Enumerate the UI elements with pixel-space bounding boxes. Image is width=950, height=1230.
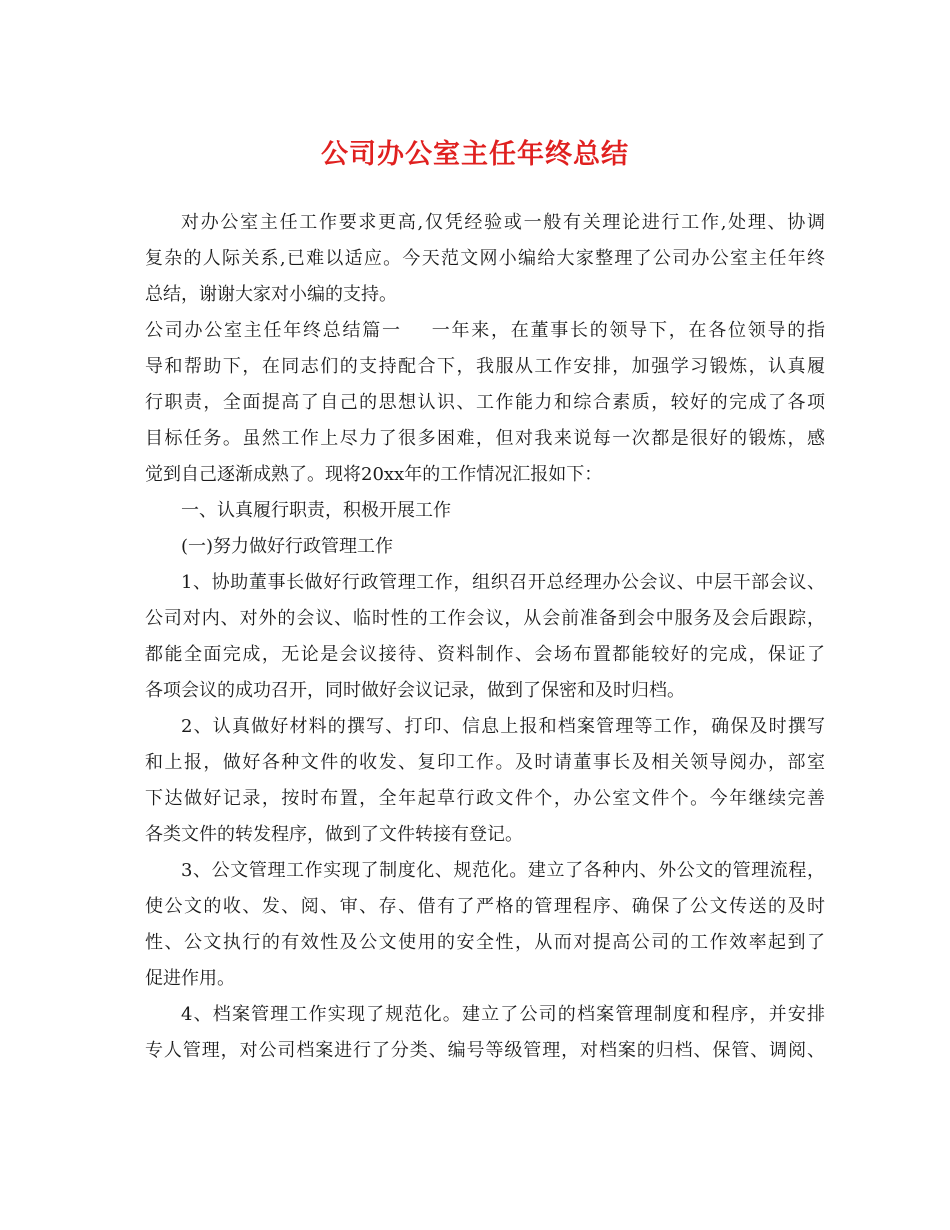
text-line: 目标任务。虽然工作上尽力了很多困难，但对我来说每一次都是很好的锻炼，感 xyxy=(145,428,825,449)
heading-line: 一、认真履行职责，积极开展工作 xyxy=(181,500,451,521)
text-line: 性、公文执行的有效性及公文使用的安全性，从而对提高公司的工作效率起到了 xyxy=(145,932,825,953)
text-line: 和上报，做好各种文件的收发、复印工作。及时请董事长及相关领导阅办，部室 xyxy=(145,752,825,773)
text-segment: 一年来，在董事长的领导下，在各位领导的指 xyxy=(431,320,825,341)
text-line: 各项会议的成功召开，同时做好会议记录，做到了保密和及时归档。 xyxy=(145,680,685,701)
heading-line: (一)努力做好行政管理工作 xyxy=(181,536,394,557)
text-line: 各类文件的转发程序，做到了文件转接有登记。 xyxy=(145,824,523,845)
section-heading: 公司办公室主任年终总结篇一 xyxy=(145,320,402,341)
document-title: 公司办公室主任年终总结 xyxy=(321,139,629,170)
text-line: 都能全面完成，无论是会议接待、资料制作、会场布置都能较好的完成，保证了 xyxy=(145,644,825,665)
text-line: 专人管理，对公司档案进行了分类、编号等级管理，对档案的归档、保管、调阅、 xyxy=(145,1040,825,1061)
text-line: 导和帮助下，在同志们的支持配合下，我服从工作安排，加强学习锻炼，认真履 xyxy=(145,356,825,377)
text-line: 1、协助董事长做好行政管理工作，组织召开总经理办公会议、中层干部会议、 xyxy=(181,572,825,593)
text-line: 2、认真做好材料的撰写、打印、信息上报和档案管理等工作，确保及时撰写 xyxy=(181,716,825,737)
text-line: 公司对内、对外的会议、临时性的工作会议，从会前准备到会中服务及会后跟踪， xyxy=(145,608,825,629)
text-line: 总结，谢谢大家对小编的支持。 xyxy=(145,284,397,305)
text-line xyxy=(145,313,825,349)
text-line: 觉到自己逐渐成熟了。现将20xx年的工作情况汇报如下： xyxy=(145,464,603,485)
document-body xyxy=(145,205,825,1069)
text-line: 复杂的人际关系,已难以适应。今天范文网小编给大家整理了公司办公室主任年终 xyxy=(145,248,825,269)
text-line: 对办公室主任工作要求更高,仅凭经验或一般有关理论进行工作,处理、协调 xyxy=(181,212,825,233)
text-line: 行职责，全面提高了自己的思想认识、工作能力和综合素质，较好的完成了各项 xyxy=(145,392,825,413)
text-line: 使公文的收、发、阅、审、存、借有了严格的管理程序、确保了公文传送的及时 xyxy=(145,896,825,917)
text-line: 4、档案管理工作实现了规范化。建立了公司的档案管理制度和程序，并安排 xyxy=(181,1004,825,1025)
text-line: 下达做好记录，按时布置，全年起草行政文件个，办公室文件个。今年继续完善 xyxy=(145,788,825,809)
text-line: 3、公文管理工作实现了制度化、规范化。建立了各种内、外公文的管理流程， xyxy=(181,860,825,881)
text-line: 促进作用。 xyxy=(145,968,235,989)
